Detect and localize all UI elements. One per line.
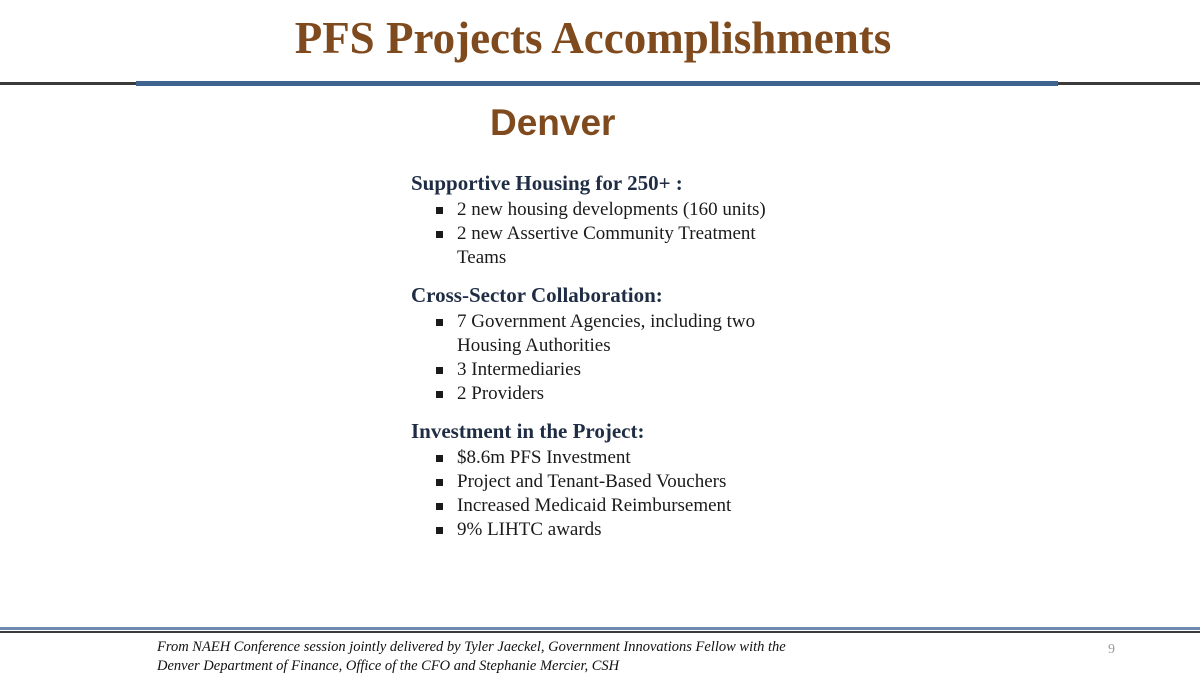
list-item: [411, 198, 787, 222]
footer-divider: [0, 631, 1200, 633]
slide-subtitle: Denver: [490, 102, 616, 143]
list-item-text: 3 Intermediaries: [457, 359, 581, 380]
section-heading: Investment in the Project:: [411, 419, 645, 443]
square-bullet-icon: [436, 231, 443, 238]
list-item: [411, 382, 787, 406]
list-item: [411, 222, 787, 270]
footer-source-note: [157, 638, 857, 676]
list-item-text: 2 new housing developments (160 units): [457, 199, 766, 220]
title-divider-accent: [136, 81, 1058, 86]
footer-note-line-1: From NAEH Conference session jointly delivered by Tyler Jaeckel, Government Innovations Fellow with the: [157, 639, 786, 655]
list-item-text: $8.6m PFS Investment: [457, 447, 631, 468]
section-investment: [411, 416, 811, 542]
list-item-text: Increased Medicaid Reimbursement: [457, 495, 732, 516]
page-number: 9: [1108, 642, 1115, 657]
list-item-text: 7 Government Agencies, including two Housing Authorities: [457, 311, 756, 356]
section-heading: Supportive Housing for 250+ :: [411, 171, 683, 195]
square-bullet-icon: [436, 319, 443, 326]
section-supportive-housing: [411, 168, 811, 270]
footer-divider-accent: [0, 627, 1200, 630]
slide-content: [411, 168, 811, 552]
list-item-text: 9% LIHTC awards: [457, 519, 602, 540]
square-bullet-icon: [436, 367, 443, 374]
slide-title: PFS Projects Accomplishments: [294, 13, 892, 63]
list-item: [411, 470, 787, 494]
square-bullet-icon: [436, 207, 443, 214]
bullet-list: [411, 198, 811, 270]
list-item: [411, 518, 787, 542]
list-item-text: Project and Tenant-Based Vouchers: [457, 471, 727, 492]
list-item: [411, 446, 787, 470]
bullet-list: [411, 446, 811, 542]
square-bullet-icon: [436, 479, 443, 486]
list-item-text: 2 new Assertive Community Treatment Teams: [457, 223, 756, 268]
square-bullet-icon: [436, 391, 443, 398]
square-bullet-icon: [436, 455, 443, 462]
list-item-text: 2 Providers: [457, 383, 545, 404]
square-bullet-icon: [436, 503, 443, 510]
square-bullet-icon: [436, 527, 443, 534]
bullet-list: [411, 310, 811, 406]
section-heading: Cross-Sector Collaboration:: [411, 283, 663, 307]
section-cross-sector: [411, 280, 811, 406]
list-item: [411, 358, 787, 382]
list-item: [411, 494, 787, 518]
footer-note-line-2: Denver Department of Finance, Office of the CFO and Stephanie Mercier, CSH: [157, 658, 620, 674]
list-item: [411, 310, 787, 358]
